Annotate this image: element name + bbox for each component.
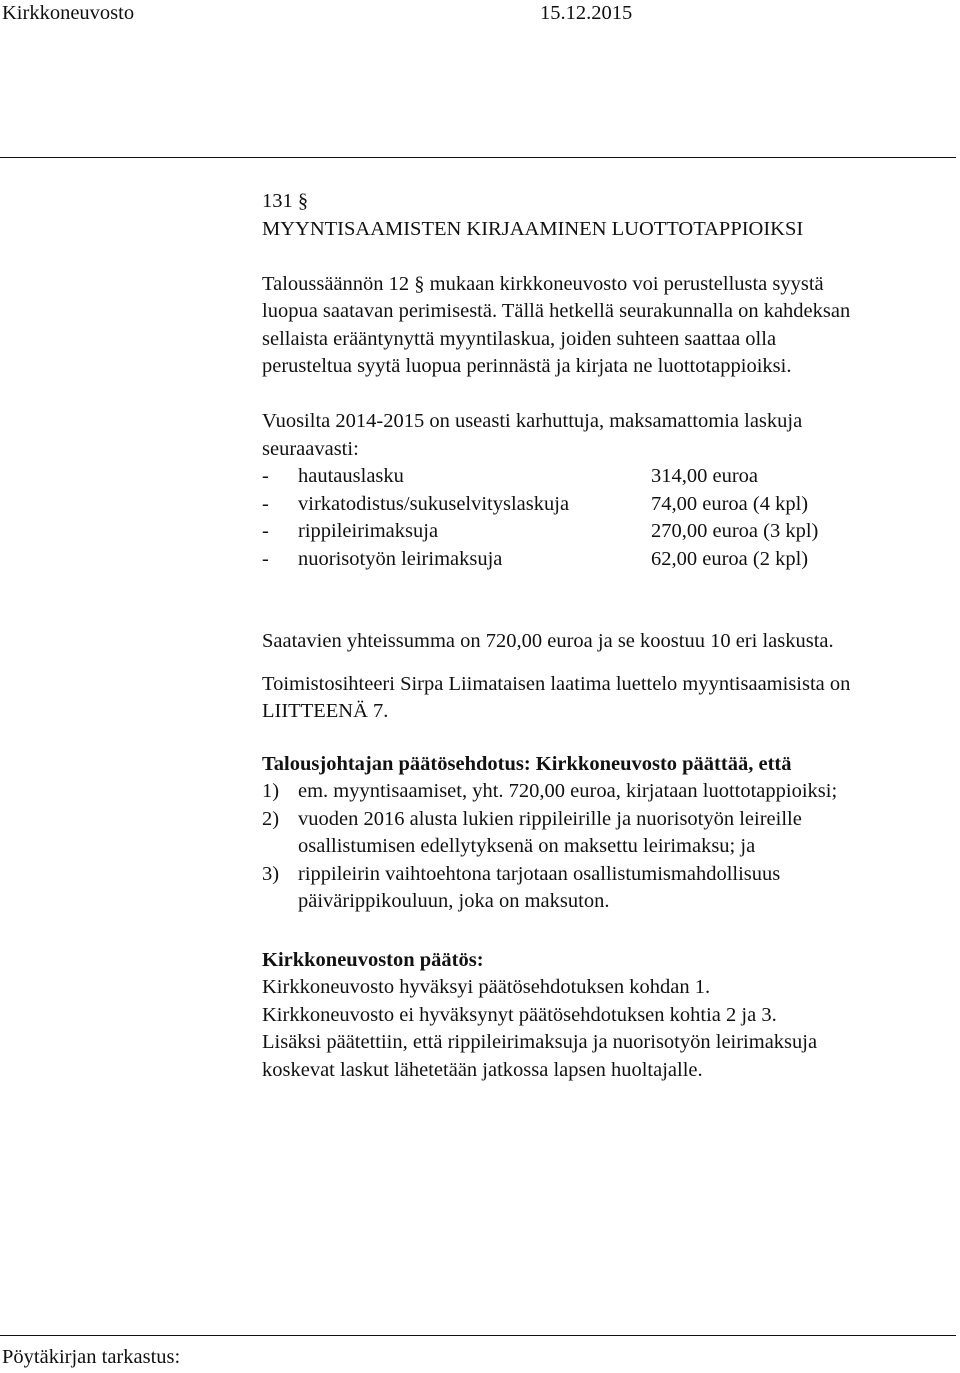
intro-line: luopua saatavan perimisestä. Tällä hetkellä seurakunnalla on kahdeksan (262, 300, 851, 322)
intro-line: Taloussäännön 12 § mukaan kirkkoneuvosto voi perustellusta syystä (262, 272, 824, 295)
debt-row (262, 518, 956, 546)
decision-heading: Kirkkoneuvoston päätös: (262, 948, 484, 971)
proposal-item-number: 3) (262, 862, 280, 885)
debts-paragraph (262, 408, 956, 573)
header-date: 15.12.2015 (540, 2, 633, 24)
section-number: 131 § (262, 190, 309, 212)
proposal-item-text: osallistumisen edellytyksenä on maksettu leirimaksu; ja (298, 835, 756, 857)
debt-amount: 62,00 euroa (2 kpl) (651, 547, 809, 570)
review-label: Pöytäkirjan tarkastus: (2, 1346, 181, 1368)
document-body (262, 188, 956, 1084)
decision-line: Kirkkoneuvosto hyväksyi päätösehdotuksen kohdan 1. (262, 976, 711, 998)
decision-section (262, 947, 956, 1085)
debts-intro-line: Vuosilta 2014-2015 on useasti karhuttuja, maksamattomia laskuja (262, 410, 803, 432)
proposal-item-text: em. myyntisaamiset, yht. 720,00 euroa, kirjataan luottotappioiksi; (298, 780, 838, 802)
proposal-section (262, 751, 956, 916)
decision-line: Lisäksi päätettiin, että rippileirimaksuja ja nuorisotyön leirimaksuja (262, 1031, 818, 1053)
debt-amount: 314,00 euroa (651, 465, 759, 487)
debt-item: hautauslasku (298, 465, 404, 487)
intro-paragraph (262, 271, 956, 381)
debt-row (262, 491, 956, 519)
proposal-item-number: 1) (262, 780, 280, 802)
debt-dash: - (262, 547, 269, 570)
debt-amount: 270,00 euroa (3 kpl) (651, 520, 819, 542)
debt-dash: - (262, 465, 269, 487)
proposal-item-number: 2) (262, 807, 280, 830)
debt-row (262, 463, 956, 491)
debt-dash: - (262, 520, 269, 542)
debt-item: nuorisotyön leirimaksuja (298, 547, 503, 570)
attachment-line: Toimistosihteeri Sirpa Liimataisen laatima luettelo myyntisaamisista on (262, 672, 851, 695)
header-divider (0, 157, 956, 158)
header-organization: Kirkkoneuvosto (2, 2, 135, 24)
debts-intro-line: seuraavasti: (262, 437, 359, 460)
footer-divider (0, 1335, 956, 1336)
debt-item: virkatodistus/sukuselvityslaskuja (298, 492, 570, 515)
total-sentence: Saatavien yhteissumma on 720,00 euroa ja se koostuu 10 eri laskusta. (262, 630, 834, 652)
attachment-line: LIITTEENÄ 7. (262, 700, 389, 722)
attachment-paragraph (262, 671, 956, 726)
section-title: MYYNTISAAMISTEN KIRJAAMINEN LUOTTOTAPPIOIKSI (262, 217, 804, 240)
debt-item: rippileirimaksuja (298, 520, 439, 542)
debt-amount: 74,00 euroa (4 kpl) (651, 492, 809, 515)
proposal-heading: Talousjohtajan päätösehdotus: Kirkkoneuvosto päättää, että (262, 752, 792, 775)
decision-line: Kirkkoneuvosto ei hyväksynyt päätösehdotuksen kohtia 2 ja 3. (262, 1003, 777, 1026)
proposal-item-text: rippileirin vaihtoehtona tarjotaan osallistumismahdollisuus (298, 862, 781, 885)
proposal-item-text: vuoden 2016 alusta lukien rippileirille ja nuorisotyön leireille (298, 807, 802, 830)
proposal-item (262, 806, 956, 861)
decision-line: koskevat laskut lähetetään jatkossa lapsen huoltajalle. (262, 1058, 703, 1081)
proposal-item (262, 861, 956, 916)
debt-row (262, 546, 956, 574)
intro-line: perusteltua syytä luopua perinnästä ja kirjata ne luottotappioiksi. (262, 355, 792, 377)
proposal-item (262, 778, 956, 806)
proposal-item-text: päivärippikouluun, joka on maksuton. (298, 890, 610, 912)
debt-dash: - (262, 492, 269, 515)
intro-line: sellaista erääntynyttä myyntilaskua, joiden suhteen saattaa olla (262, 327, 777, 350)
